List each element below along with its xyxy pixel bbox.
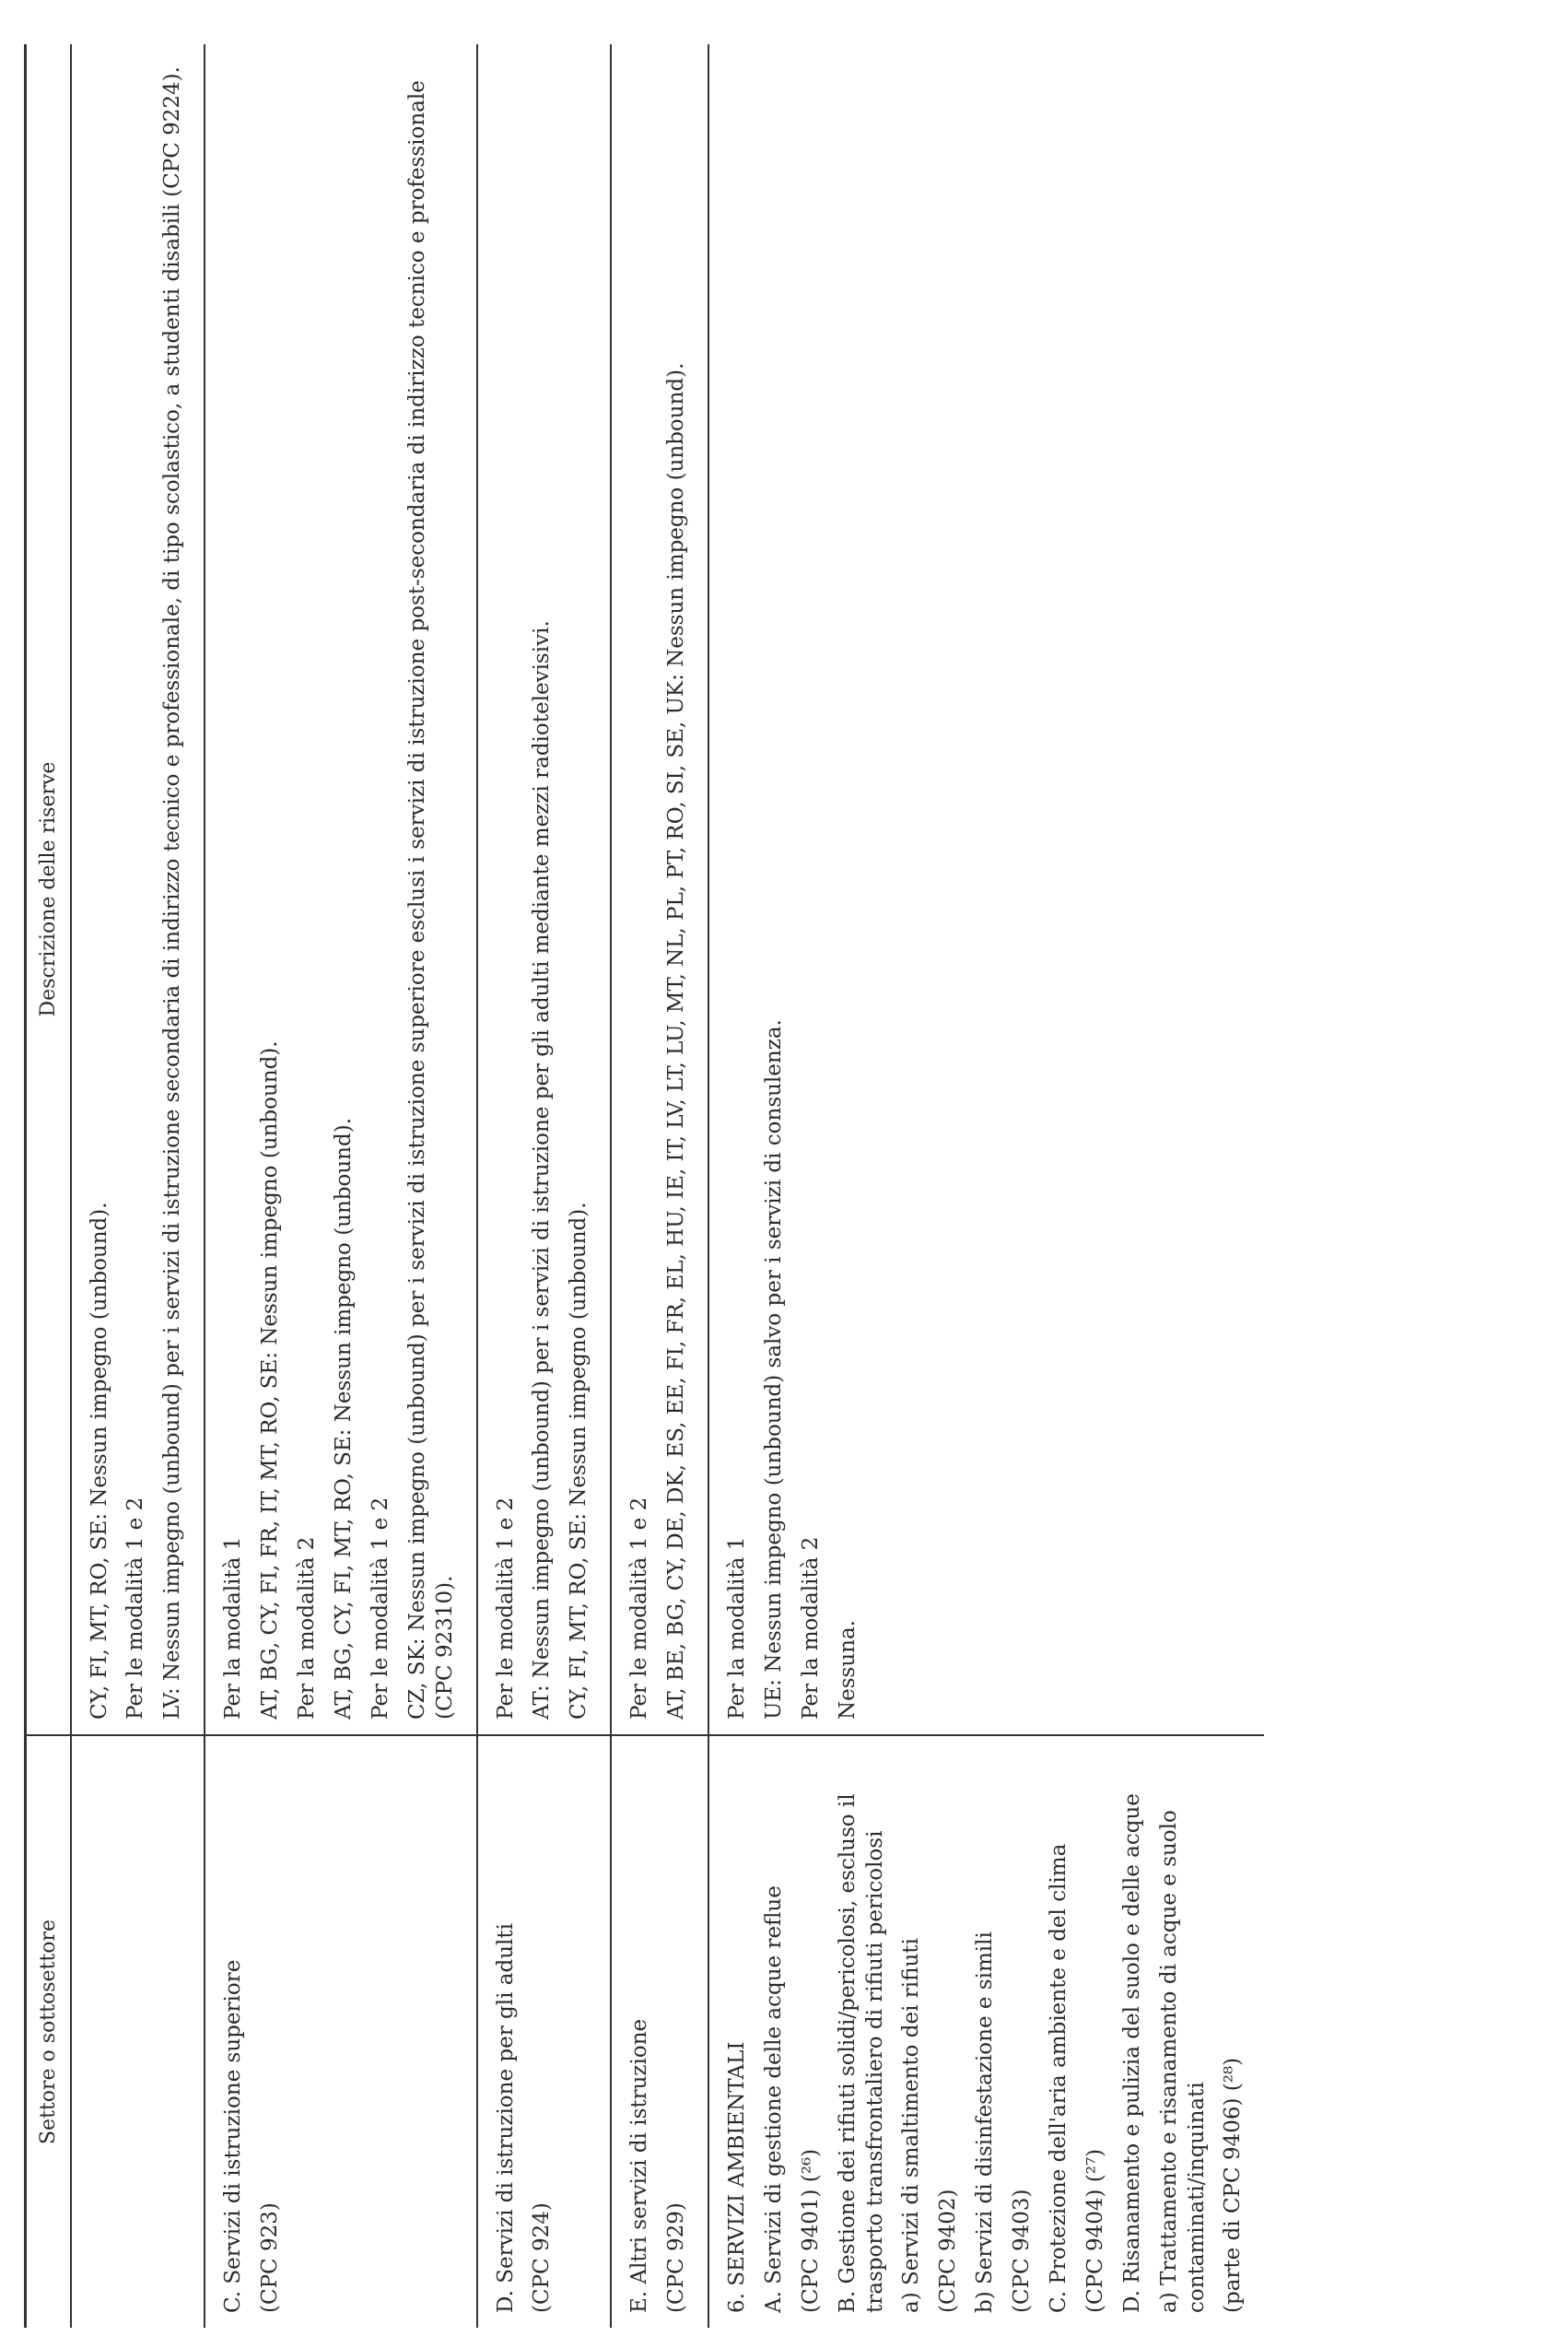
sector-column-header: Settore o sottosettore bbox=[26, 1735, 71, 2328]
description-line: Per le modalità 1 e 2 bbox=[123, 1497, 148, 1720]
description-line: AT: Nessun impegno (unbound) per i servizi di istruzione per gli adulti mediante mezzi radiotelevisivi. bbox=[530, 620, 555, 1720]
sector-line: (CPC 929) bbox=[664, 2202, 689, 2313]
table-row bbox=[611, 44, 708, 2328]
reservations-table bbox=[24, 44, 1264, 2328]
sector-line: D. Servizi di istruzione per gli adulti bbox=[493, 1923, 518, 2313]
sector-line: (CPC 924) bbox=[530, 2202, 555, 2313]
description-line: Nessuna. bbox=[835, 1620, 860, 1720]
description-line: Per le modalità 1 e 2 bbox=[368, 1497, 392, 1720]
description-line: LV: Nessun impegno (unbound) per i servizi di istruzione secondaria di indirizzo tecnico e professionale, di tipo scolastico, a studenti disabili (CPC 9224). bbox=[160, 66, 185, 1720]
sector-line: a) Servizi di smaltimento dei rifiuti bbox=[899, 1938, 924, 2313]
description-line: Per le modalità 1 e 2 bbox=[493, 1497, 518, 1720]
sector-line: (parte di CPC 9406) (²⁸) bbox=[1221, 2057, 1246, 2313]
sector-line: C. Protezione dell'aria ambiente e del clima bbox=[1046, 1843, 1071, 2313]
table-header-row bbox=[26, 44, 71, 2328]
sector-line: C. Servizi di istruzione superiore bbox=[221, 1959, 246, 2313]
description-line: CY, FI, MT, RO, SE: Nessun impegno (unbound). bbox=[567, 1202, 591, 1720]
sector-line: (CPC 9404) (²⁷) bbox=[1082, 2148, 1107, 2313]
description-line: Per la modalità 2 bbox=[798, 1536, 823, 1720]
description-line: Per la modalità 1 bbox=[724, 1536, 749, 1720]
description-line: Per le modalità 1 e 2 bbox=[627, 1497, 652, 1720]
description-line: UE: Nessun impegno (unbound) salvo per i servizi di consulenza. bbox=[761, 1019, 786, 1720]
sector-line: B. Gestione dei rifiuti solidi/pericolosi, escluso il trasporto transfrontaliero di rifiuti pericolosi bbox=[835, 1793, 887, 2313]
table-row bbox=[71, 44, 205, 2328]
description-cell bbox=[708, 44, 1264, 1735]
description-line: Per la modalità 1 bbox=[221, 1536, 246, 1720]
sector-cell bbox=[611, 1735, 708, 2328]
description-line: CZ, SK: Nessun impegno (unbound) per i servizi di istruzione superiore esclusi i servizi di istruzione post-secondaria di indirizzo tecnico e professionale (CPC 92310). bbox=[404, 80, 457, 1720]
description-cell bbox=[611, 44, 708, 1735]
table-body bbox=[71, 44, 1265, 2328]
description-cell bbox=[205, 44, 476, 1735]
sector-line: (CPC 923) bbox=[258, 2202, 283, 2313]
description-line: AT, BE, BG, CY, DE, DK, ES, EE, FI, FR, EL, HU, IE, IT, LV, LT, LU, MT, NL, PL, PT, RO, SI, SE, UK: Nessun impegno (unbound). bbox=[664, 362, 689, 1720]
sector-line: (CPC 9401) (²⁶) bbox=[798, 2148, 823, 2313]
table-row bbox=[205, 44, 476, 2328]
sector-cell bbox=[205, 1735, 476, 2328]
sector-line: a) Trattamento e risanamento di acque e suolo contaminati/inquinati bbox=[1156, 1810, 1209, 2313]
sector-line: D. Risanamento e pulizia del suolo e delle acque bbox=[1119, 1793, 1144, 2313]
table-row bbox=[708, 44, 1264, 2328]
description-cell bbox=[71, 44, 205, 1735]
sector-cell bbox=[708, 1735, 1264, 2328]
sector-line: b) Servizi di disinfestazione e simili bbox=[973, 1931, 998, 2313]
sector-line: A. Servizi di gestione delle acque reflue bbox=[761, 1885, 786, 2313]
sector-cell bbox=[71, 1735, 205, 2328]
description-line: CY, FI, MT, RO, SE: Nessun impegno (unbound). bbox=[87, 1202, 111, 1720]
description-line: AT, BG, CY, FI, FR, IT, MT, RO, SE: Nessun impegno (unbound). bbox=[258, 1040, 283, 1720]
description-cell bbox=[477, 44, 612, 1735]
sector-line: 6. SERVIZI AMBIENTALI bbox=[724, 2041, 749, 2313]
description-line: Per la modalità 2 bbox=[295, 1536, 320, 1720]
sector-line: E. Altri servizi di istruzione bbox=[627, 2018, 652, 2313]
sector-cell bbox=[477, 1735, 612, 2328]
table-row bbox=[477, 44, 612, 2328]
description-column-header: Descrizione delle riserve bbox=[26, 44, 71, 1735]
sector-line: (CPC 9403) bbox=[1010, 2189, 1035, 2313]
sector-line: (CPC 9402) bbox=[936, 2189, 961, 2313]
description-line: AT, BG, CY, FI, MT, RO, SE: Nessun impegno (unbound). bbox=[331, 1117, 356, 1720]
